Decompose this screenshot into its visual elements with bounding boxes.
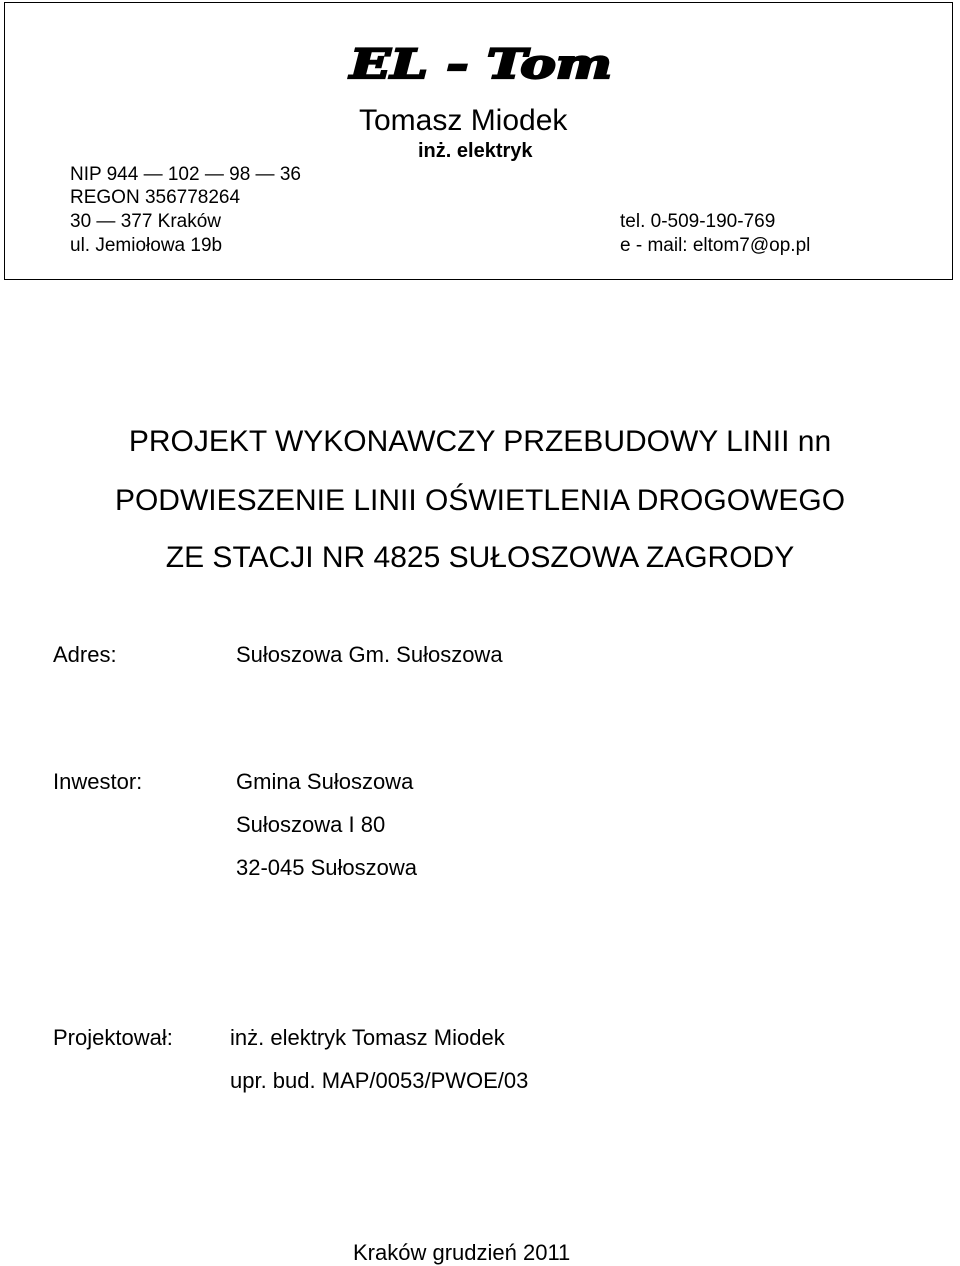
street-address: ul. Jemiołowa 19b — [70, 235, 223, 256]
designer-license: upr. bud. MAP/0053/PWOE/03 — [230, 1068, 529, 1093]
investor-street: Sułoszowa I 80 — [236, 812, 386, 837]
logo-text: EL - Tom — [348, 41, 612, 88]
owner-name: Tomasz Miodek — [359, 104, 568, 137]
project-title-line-1: PROJEKT WYKONAWCZY PRZEBUDOWY LINII nn — [128, 425, 832, 458]
phone-number: tel. 0-509-190-769 — [620, 211, 776, 232]
project-title-line-3: ZE STACJI NR 4825 SUŁOSZOWA ZAGRODY — [165, 541, 795, 574]
address-value: Sułoszowa Gm. Sułoszowa — [236, 642, 503, 667]
address-label: Adres: — [53, 642, 117, 667]
investor-name: Gmina Sułoszowa — [236, 769, 414, 794]
investor-postal-city: 32-045 Sułoszowa — [236, 855, 418, 880]
designer-label: Projektował: — [53, 1025, 173, 1050]
project-title-line-2: PODWIESZENIE LINII OŚWIETLENIA DROGOWEGO — [114, 484, 846, 517]
email-address: e - mail: eltom7@op.pl — [620, 235, 811, 256]
nip-number: NIP 944 — 102 — 98 — 36 — [70, 164, 301, 185]
place-date: Kraków grudzień 2011 — [353, 1240, 571, 1265]
investor-label: Inwestor: — [53, 769, 143, 794]
postal-city: 30 — 377 Kraków — [70, 211, 222, 232]
regon-number: REGON 356778264 — [70, 187, 241, 208]
company-logo — [347, 40, 615, 88]
owner-title: inż. elektryk — [418, 140, 533, 162]
designer-name: inż. elektryk Tomasz Miodek — [230, 1025, 505, 1050]
